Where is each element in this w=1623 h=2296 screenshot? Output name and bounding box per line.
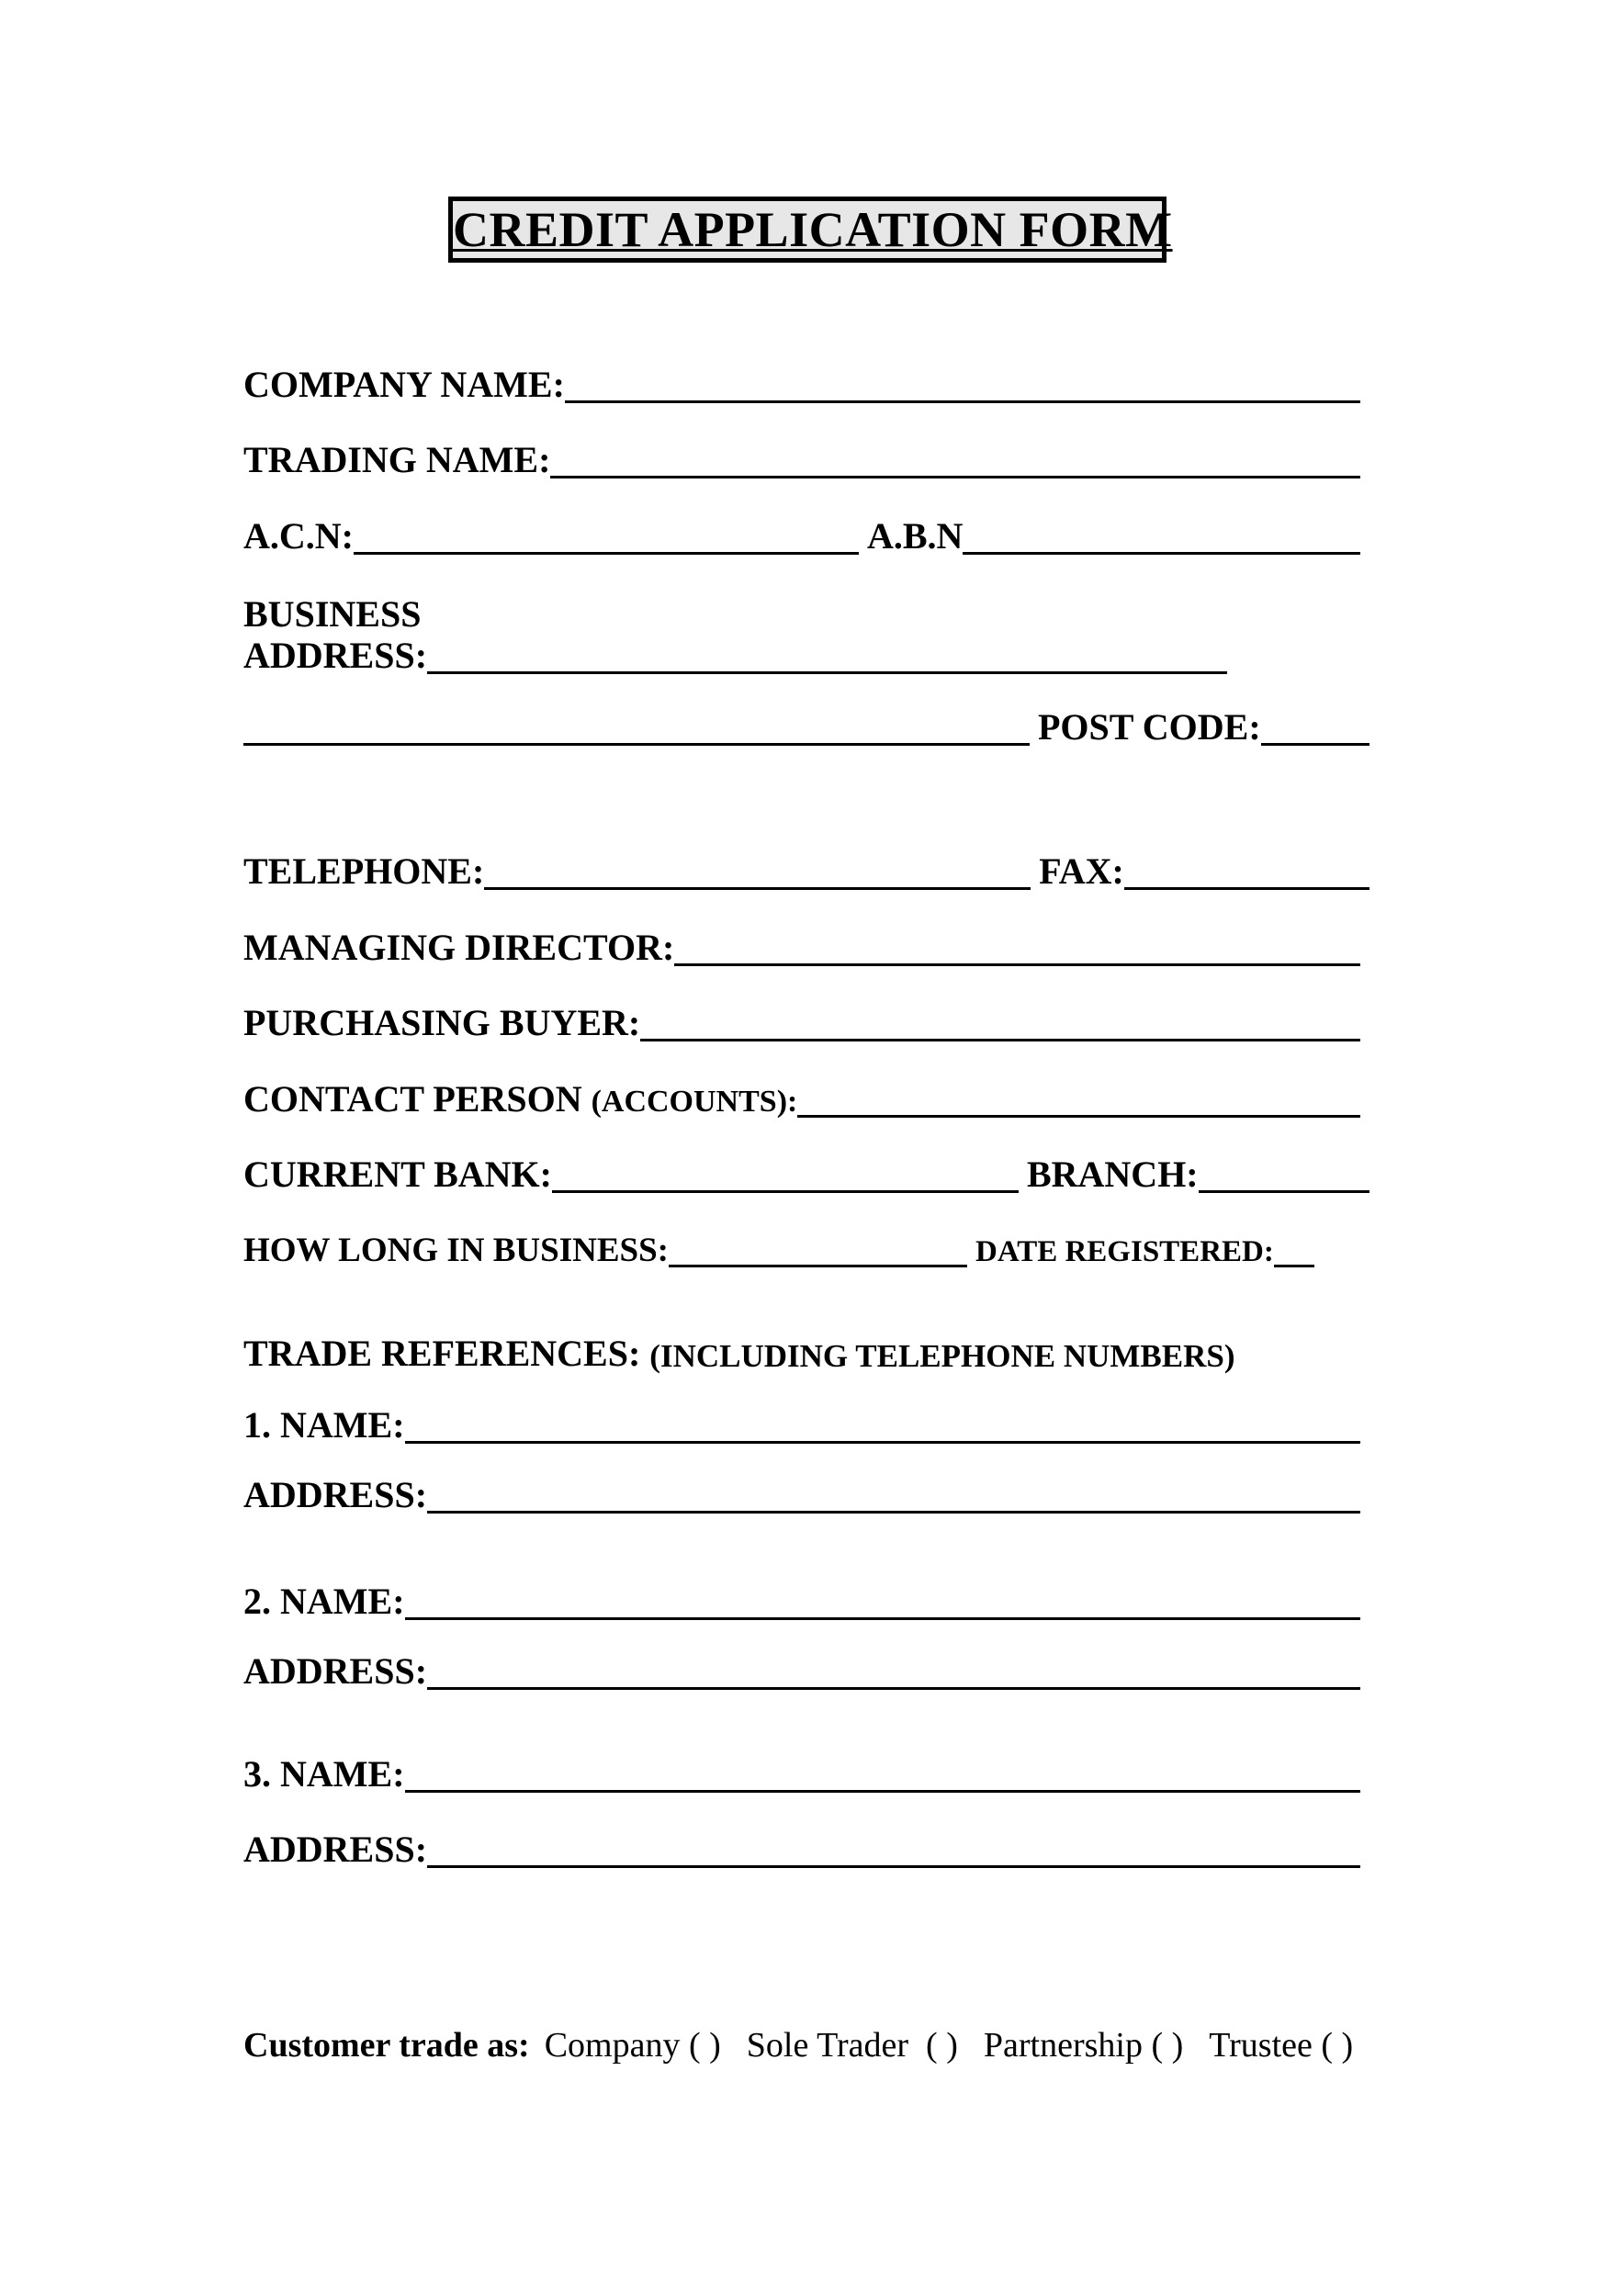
form-row-acn-abn: [243, 514, 1360, 555]
company-name-field-line: [565, 395, 1360, 403]
name1-field-line: [405, 1435, 1360, 1444]
trade-references-label: TRADE REFERENCES:: [243, 1333, 650, 1374]
business-address-label: ADDRESS:: [243, 635, 428, 676]
address1-field-line: [427, 1505, 1360, 1514]
managing-director-field-line: [674, 958, 1360, 966]
telephone-fax-label: TELEPHONE:: [243, 850, 485, 892]
trade-as-option: Trustee ( ): [1209, 2026, 1354, 2065]
managing-director-label: MANAGING DIRECTOR:: [243, 927, 675, 968]
name2-label: 2. NAME:: [243, 1581, 405, 1622]
address1-label: ADDRESS:: [243, 1474, 428, 1515]
form-row-trade-references: [243, 1332, 1360, 1372]
contact-person-label: (ACCOUNTS):: [591, 1085, 798, 1119]
form-title-box: [448, 197, 1173, 263]
business-label: BUSINESS: [243, 593, 422, 635]
form-row-address3: [243, 1828, 1360, 1868]
acn-abn-field-line: [354, 546, 859, 555]
trading-name-label: TRADING NAME:: [243, 439, 551, 480]
form-row-telephone-fax: [243, 850, 1369, 890]
business-address-field-line: [427, 666, 1227, 674]
form-row-address1: [243, 1473, 1360, 1514]
how-long-label: DATE REGISTERED:: [975, 1235, 1274, 1268]
how-long-field-line: [669, 1259, 967, 1267]
form-row-managing-director: [243, 926, 1360, 966]
name2-field-line: [405, 1612, 1360, 1620]
trade-as-option: Partnership ( ): [983, 2026, 1184, 2065]
form-row-name2: [243, 1580, 1360, 1620]
contact-person-field-line: [797, 1109, 1360, 1118]
address3-field-line: [427, 1860, 1360, 1868]
form-row-company-name: [243, 363, 1360, 403]
acn-abn-label: A.C.N:: [243, 515, 354, 557]
name1-label: 1. NAME:: [243, 1404, 405, 1446]
form-row-name3: [243, 1752, 1360, 1793]
form-row-postcode: [243, 705, 1369, 746]
form-row-name1: [243, 1403, 1360, 1444]
form-row-how-long: [243, 1227, 1314, 1267]
current-bank-field-line: [1199, 1185, 1369, 1193]
form-title: CREDIT APPLICATION FORM: [453, 202, 1173, 257]
current-bank-label: CURRENT BANK:: [243, 1154, 552, 1195]
trade-as-label: Customer trade as:: [243, 2026, 530, 2065]
current-bank-label: BRANCH:: [1026, 1154, 1199, 1195]
postcode-label: POST CODE:: [1038, 706, 1261, 748]
postcode-field-line: [243, 737, 1030, 746]
form-row-contact-person: [243, 1077, 1360, 1118]
contact-person-label: CONTACT PERSON: [243, 1078, 592, 1120]
form-row-trade-as: [243, 2022, 1353, 2063]
company-name-label: COMPANY NAME:: [243, 364, 565, 405]
purchasing-buyer-label: PURCHASING BUYER:: [243, 1002, 641, 1043]
postcode-field-line: [1261, 737, 1369, 746]
form-row-business: [243, 592, 1360, 633]
form-row-current-bank: [243, 1153, 1369, 1193]
address2-label: ADDRESS:: [243, 1650, 428, 1692]
acn-abn-label: A.B.N: [866, 515, 964, 557]
trade-as-option: Sole Trader ( ): [746, 2026, 958, 2065]
purchasing-buyer-field-line: [640, 1033, 1360, 1041]
name3-label: 3. NAME:: [243, 1753, 405, 1795]
form-row-business-address: [243, 634, 1227, 674]
address2-field-line: [427, 1682, 1360, 1690]
form-row-trading-name: [243, 438, 1360, 478]
name3-field-line: [405, 1784, 1360, 1793]
address3-label: ADDRESS:: [243, 1829, 428, 1870]
form-row-purchasing-buyer: [243, 1001, 1360, 1041]
telephone-fax-label: FAX:: [1039, 850, 1124, 892]
acn-abn-field-line: [963, 546, 1360, 555]
telephone-fax-field-line: [484, 882, 1031, 890]
current-bank-field-line: [552, 1185, 1019, 1193]
form-row-address2: [243, 1649, 1360, 1690]
telephone-fax-field-line: [1124, 882, 1369, 890]
how-long-field-line: [1274, 1259, 1314, 1267]
trading-name-field-line: [550, 470, 1360, 478]
trade-as-option: Company ( ): [544, 2026, 721, 2065]
trade-references-label: (INCLUDING TELEPHONE NUMBERS): [649, 1338, 1235, 1374]
how-long-label: HOW LONG IN BUSINESS:: [243, 1232, 669, 1269]
